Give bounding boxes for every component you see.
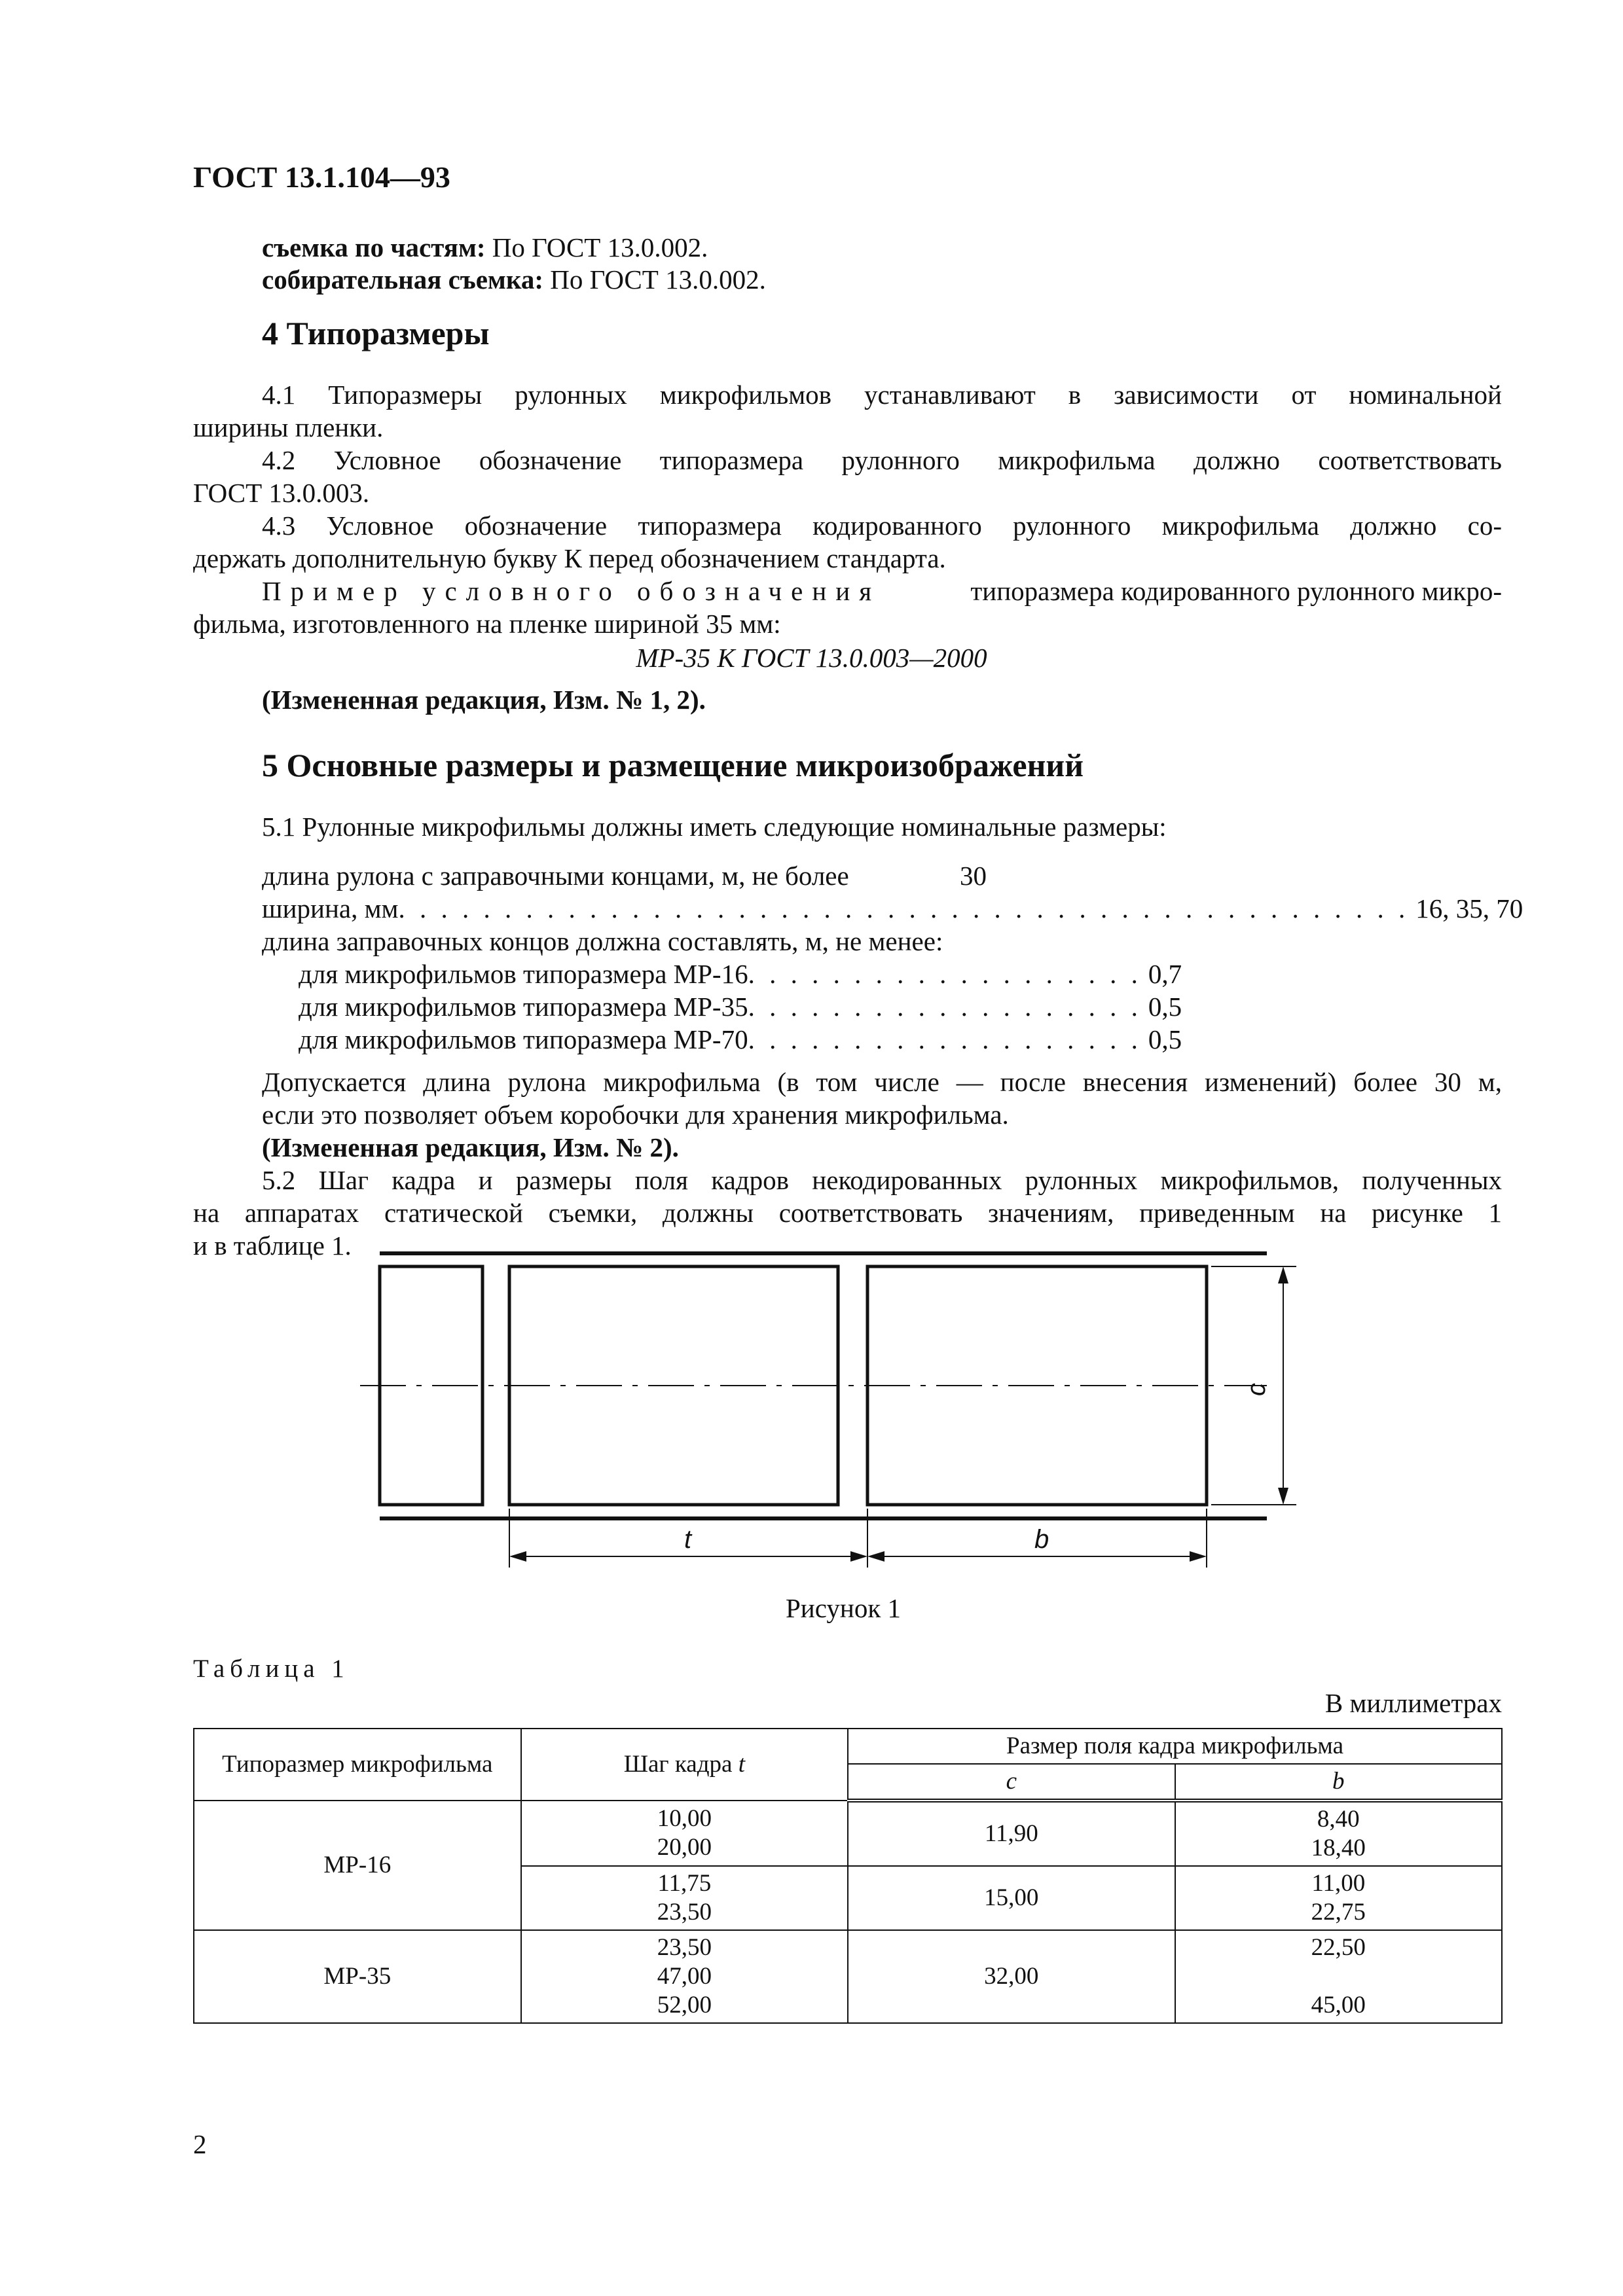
dim-mr70 (299, 1023, 1182, 1056)
section-5-title: 5 Основные размеры и размещение микроизображений (262, 747, 1084, 783)
dot-leader: . . . . . . . . . . . . . . . . . . . (748, 992, 1142, 1022)
dim-value: 0,5 (1148, 992, 1182, 1022)
definition-1 (262, 231, 708, 264)
example-rest: типоразмера кодированного рулонного микро- (970, 576, 1502, 606)
cell-b: 22,50 45,00 (1175, 1930, 1502, 2023)
dim-label: для микрофильмов типоразмера МР-16 (299, 959, 748, 989)
arrow-t-left (509, 1551, 526, 1562)
dot-leader: . . . . . . . . . . . . . . . . . . . . . . . . . . . . . . . . . . . . . . . . . . . . . . . . (398, 893, 1410, 924)
dim-value: 0,5 (1148, 1024, 1182, 1054)
header-step-text: Шаг кадра (623, 1751, 739, 1778)
cell-c: 32,00 (848, 1930, 1175, 2023)
definition-term: собирательная съемка: (262, 264, 544, 295)
figure-caption: Рисунок 1 (786, 1593, 902, 1623)
header-step-var: t (738, 1751, 745, 1778)
arrow-c-top (1278, 1266, 1288, 1283)
dim-roll-length-value: 30 (960, 861, 987, 891)
paragraph-5-2-line1: 5.2 Шаг кадра и размеры поля кадров некодированных рулонных микрофильмов, полученных (262, 1165, 1502, 1195)
dim-roll-length: длина рулона с заправочными концами, м, не более (262, 861, 849, 891)
definition-text: По ГОСТ 13.0.002. (485, 232, 708, 262)
cell-c: 11,90 (848, 1801, 1175, 1866)
cell-type: МР-16 (194, 1801, 521, 1930)
cell-type: МР-35 (194, 1930, 521, 2023)
dim-width (262, 892, 1523, 925)
label-t: t (684, 1525, 692, 1554)
table-row (194, 1801, 1502, 1866)
allowance-line1: Допускается длина рулона микрофильма (в том числе — после внесения изменений) более 30 м, (262, 1067, 1502, 1097)
cell-b: 11,00 22,75 (1175, 1866, 1502, 1930)
dim-value: 0,7 (1148, 959, 1182, 989)
definition-2 (262, 263, 766, 296)
cell-step: 23,50 47,00 52,00 (521, 1930, 848, 2023)
table-row (194, 1930, 1502, 2023)
paragraph-4-3-line1: 4.3 Условное обозначение типоразмера кодированного рулонного микрофильма должно со- (262, 511, 1502, 541)
header-field-size: Размер поля кадра микрофильма (848, 1729, 1502, 1764)
dot-leader: . . . . . . . . . . . . . . . . . . . (748, 1024, 1142, 1054)
dot-leader: . . . . . . . . . . . . . . . . . . . (748, 959, 1142, 989)
example-formula: МР-35 К ГОСТ 13.0.003—2000 (636, 643, 987, 673)
paragraph-5-2-line3: и в таблице 1. (193, 1230, 352, 1261)
table-units: В миллиметрах (1324, 1688, 1502, 1718)
header-c: c (848, 1764, 1175, 1801)
allowance-line2: если это позволяет объем коробочки для хранения микрофильма. (262, 1100, 1009, 1130)
dim-label: для микрофильмов типоразмера МР-35 (299, 992, 748, 1022)
paragraph-5-2-line2: на аппаратах статической съемки, должны соответствовать значениям, приведенным на рисунке 1 (193, 1198, 1502, 1228)
definition-term: съемка по частям: (262, 232, 486, 262)
example-spaced-label: Пример условного обозначения (262, 576, 881, 606)
paragraph-4-3-line2: держать дополнительную букву К перед обозначением стандарта. (193, 543, 946, 573)
header-step (521, 1729, 848, 1801)
cell-step: 10,00 20,00 (521, 1801, 848, 1866)
change-note-1: (Измененная редакция, Изм. № 1, 2). (262, 685, 706, 715)
label-c: c (1242, 1383, 1271, 1396)
example-line2: фильма, изготовленного на пленке шириной 35 мм: (193, 609, 781, 639)
change-note-2: (Измененная редакция, Изм. № 2). (262, 1132, 679, 1162)
table-1 (193, 1728, 1503, 2024)
arrow-b-right (1190, 1551, 1207, 1562)
dim-label: для микрофильмов типоразмера МР-70 (299, 1024, 748, 1054)
table-title: Таблица 1 (193, 1655, 350, 1683)
section-4-title: 4 Типоразмеры (262, 315, 490, 351)
dim-label: ширина, мм (262, 893, 399, 924)
example-line1 (262, 575, 1502, 607)
header-type: Типоразмер микрофильма (194, 1729, 521, 1801)
cell-b: 8,40 18,40 (1175, 1801, 1502, 1866)
paragraph-4-2-line1: 4.2 Условное обозначение типоразмера рулонного микрофильма должно соответствовать (262, 445, 1502, 475)
dim-mr16 (299, 958, 1182, 990)
page-number: 2 (193, 2129, 207, 2159)
paragraph-5-1: 5.1 Рулонные микрофильмы должны иметь следующие номинальные размеры: (262, 812, 1167, 842)
arrow-c-bottom (1278, 1488, 1288, 1505)
arrow-t-right (850, 1551, 867, 1562)
figure-1-diagram (354, 1240, 1336, 1581)
paragraph-4-1-line1: 4.1 Типоразмеры рулонных микрофильмов устанавливают в зависимости от номинальной (262, 380, 1502, 410)
dim-leader-length: длина заправочных концов должна составлять, м, не менее: (262, 926, 943, 956)
document-header: ГОСТ 13.1.104—93 (193, 160, 450, 194)
dim-value: 16, 35, 70 (1415, 893, 1523, 924)
cell-c: 15,00 (848, 1866, 1175, 1930)
paragraph-4-2-line2: ГОСТ 13.0.003. (193, 478, 370, 508)
arrow-b-left (867, 1551, 884, 1562)
definition-text: По ГОСТ 13.0.002. (543, 264, 766, 295)
dim-mr35 (299, 990, 1182, 1023)
paragraph-4-1-line2: ширины пленки. (193, 412, 384, 442)
header-b: b (1175, 1764, 1502, 1801)
cell-step: 11,75 23,50 (521, 1866, 848, 1930)
label-b: b (1034, 1525, 1049, 1554)
